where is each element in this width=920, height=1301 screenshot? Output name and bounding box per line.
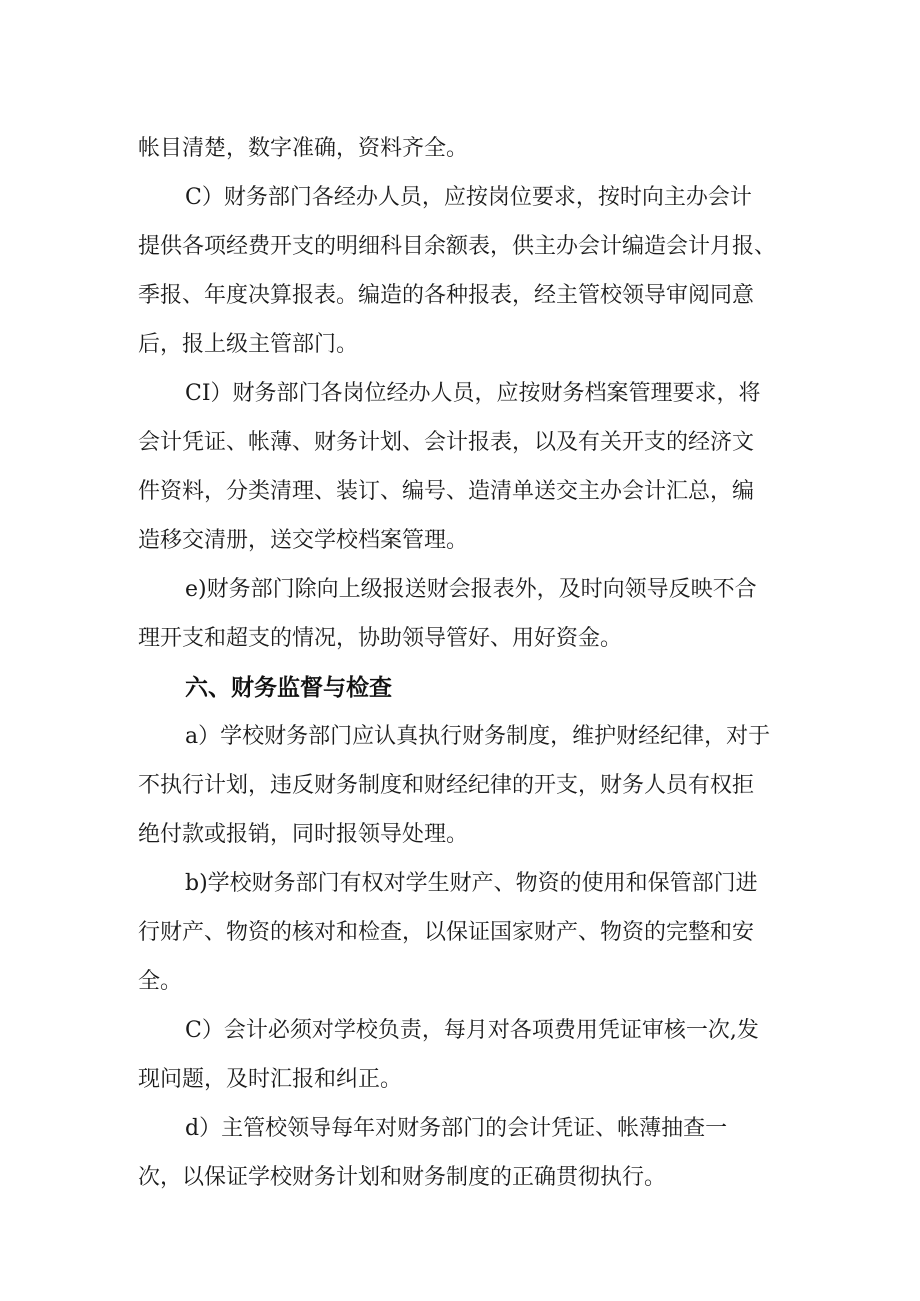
text-line: 绝付款或报销，同时报领导处理。 xyxy=(138,822,469,847)
text-line: 提供各项经费开支的明细科目余额表，供主办会计编造会计月报、 xyxy=(138,234,777,259)
paragraph-c2-start: C）会计必须对学校负责，每月对各项费用凭证审核一次,发 xyxy=(185,1018,759,1043)
paragraph-e-start: e)财务部门除向上级报送财会报表外，及时向领导反映不合 xyxy=(185,577,757,602)
text-line: 造移交清册，送交学校档案管理。 xyxy=(138,528,469,553)
paragraph-ci-start: CI）财务部门各岗位经办人员，应按财务档案管理要求，将 xyxy=(185,381,761,406)
paragraph-d-start: d）主管校领导每年对财务部门的会计凭证、帐薄抽查一 xyxy=(185,1116,728,1141)
text-line: 行财产、物资的核对和检查，以保证国家财产、物资的完整和安 xyxy=(138,920,755,945)
text-line: 会计凭证、帐薄、财务计划、会计报表，以及有关开支的经济文 xyxy=(138,430,755,455)
text-line: 不执行计划，违反财务制度和财经纪律的开支，财务人员有权拒 xyxy=(138,773,755,798)
text-line: 帐目清楚，数字准确，资料齐全。 xyxy=(138,136,469,161)
text-line: 次，以保证学校财务计划和财务制度的正确贯彻执行。 xyxy=(138,1165,667,1190)
text-line: 件资料，分类清理、装订、编号、造清单送交主办会计汇总，编 xyxy=(138,479,755,504)
paragraph-a-start: a）学校财务部门应认真执行财务制度，维护财经纪律，对于 xyxy=(185,724,771,749)
text-line: 现问题，及时汇报和纠正。 xyxy=(138,1067,403,1092)
paragraph-b-start: b)学校财务部门有权对学生财产、物资的使用和保管部门进 xyxy=(185,871,758,896)
text-line: 理开支和超支的情况，协助领导管好、用好资金。 xyxy=(138,626,623,651)
text-line: 全。 xyxy=(138,969,183,994)
section-heading: 六、财务监督与检查 xyxy=(185,675,392,701)
text-line: 季报、年度决算报表。编造的各种报表，经主管校领导审阅同意 xyxy=(138,283,755,308)
text-line: 后，报上级主管部门。 xyxy=(138,332,359,357)
paragraph-c-start: C）财务部门各经办人员，应按岗位要求，按时向主办会计 xyxy=(185,185,752,210)
